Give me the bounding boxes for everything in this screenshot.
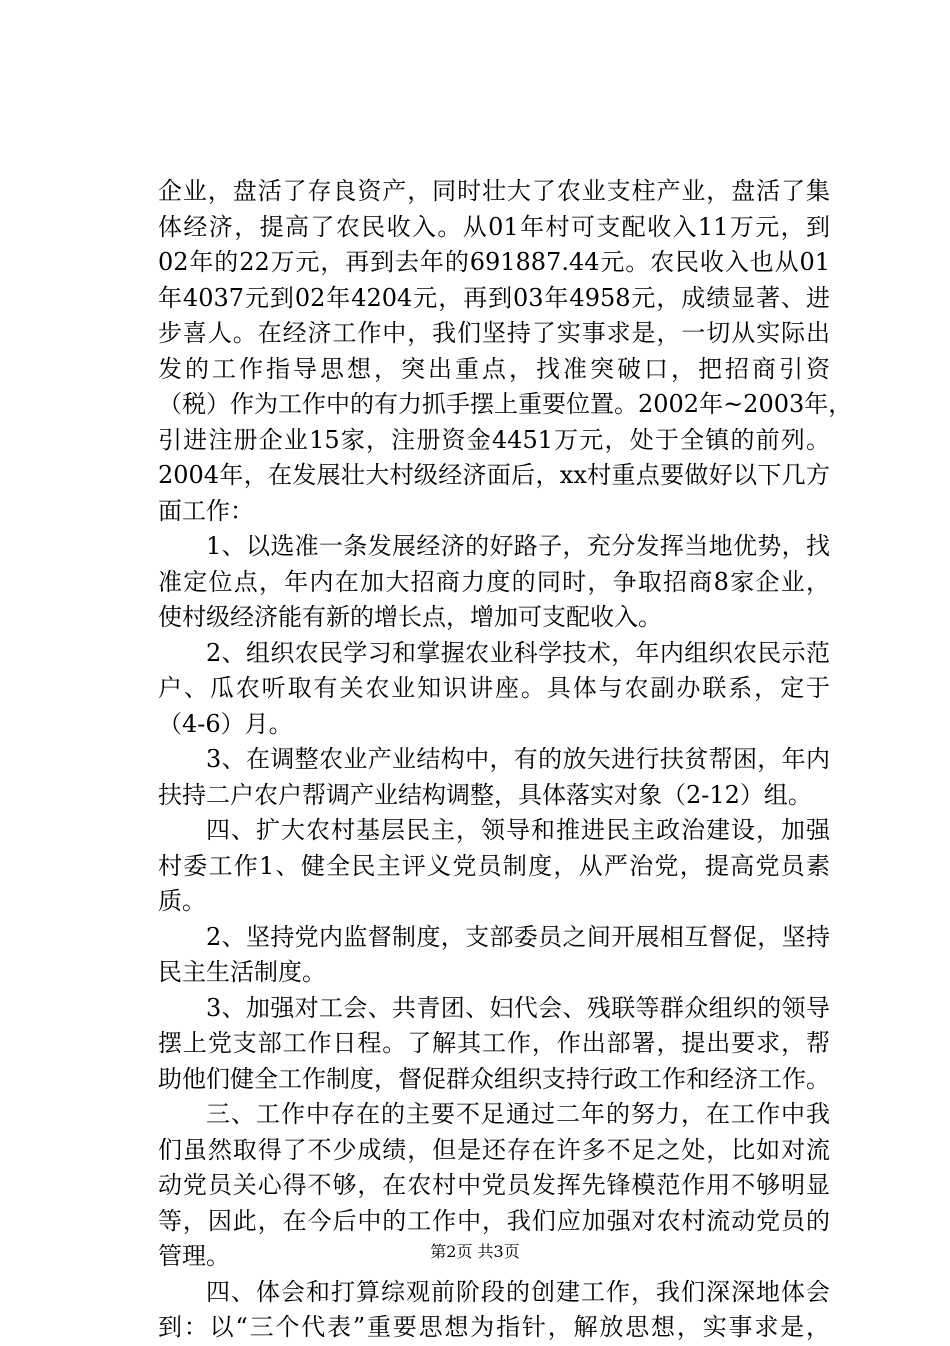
text-line: 2004年，在发展壮大村级经济面后，xx村重点要做好以下几方 (158, 461, 830, 489)
text-line: 动党员关心得不够，在农村中党员发挥先锋模范作用不够明显 (158, 1171, 830, 1199)
text-line: 准定位点，年内在加大招商力度的同时，争取招商8家企业， (158, 567, 830, 596)
text-line: 引进注册企业15家，注册资金4451万元，处于全镇的前列。 (158, 425, 830, 454)
text-line: 2、组织农民学习和掌握农业科学技术，年内组织农民示范 (206, 638, 830, 667)
text-line: 发的工作指导思想，突出重点，找准突破口，把招商引资 (158, 354, 830, 383)
text-line: 们虽然取得了不少成绩，但是还存在许多不足之处，比如对流 (158, 1135, 830, 1164)
text-line: 年4037元到02年4204元，再到03年4958元，成绩显著、进 (158, 283, 830, 312)
text-line: 使村级经济能有新的增长点，增加可支配收入。 (158, 603, 662, 631)
page-number-footer: 第2页 共3页 (430, 1242, 520, 1261)
document-body (158, 174, 853, 1346)
text-line: 三、工作中存在的主要不足通过二年的努力，在工作中我 (206, 1100, 830, 1128)
text-line: 管理。 (158, 1242, 230, 1270)
text-line: 四、体会和打算综观前阶段的创建工作，我们深深地体会 (206, 1277, 830, 1306)
text-line: 3、加强对工会、共青团、妇代会、残联等群众组织的领导 (206, 993, 830, 1022)
text-line: （税）作为工作中的有力抓手摆上重要位置。2002年~2003年， (158, 390, 853, 418)
text-line: 企业，盘活了存良资产，同时壮大了农业支柱产业，盘活了集 (158, 177, 830, 205)
text-line: 村委工作1、健全民主评义党员制度，从严治党，提高党员素 (158, 851, 830, 880)
text-line: 民主生活制度。 (158, 958, 326, 986)
text-line: 3、在调整农业产业结构中，有的放矢进行扶贫帮困，年内 (206, 745, 830, 773)
text-line: 体经济，提高了农民收入。从01年村可支配收入11万元，到 (158, 212, 830, 241)
text-line: 到：以“三个代表”重要思想为指针，解放思想，实事求是， (158, 1313, 830, 1341)
text-line: 四、扩大农村基层民主，领导和推进民主政治建设，加强 (206, 816, 830, 844)
text-line: 助他们健全工作制度，督促群众组织支持行政工作和经济工作。 (158, 1064, 830, 1093)
text-line: 质。 (158, 887, 206, 915)
text-line: 户、瓜农听取有关农业知识讲座。具体与农副办联系，定于 (158, 674, 830, 702)
text-line: 扶持二户农户帮调产业结构调整，具体落实对象（2-12）组。 (158, 780, 812, 809)
text-line: 等，因此，在今后中的工作中，我们应加强对农村流动党员的 (158, 1206, 830, 1235)
text-line: 2、坚持党内监督制度，支部委员之间开展相互督促，坚持 (206, 922, 830, 951)
text-line: 02年的22万元，再到去年的691887.44元。农民收入也从01 (158, 248, 830, 276)
text-line: 步喜人。在经济工作中，我们坚持了实事求是，一切从实际出 (158, 319, 830, 347)
text-line: 面工作： (158, 496, 254, 525)
text-line: 1、以选准一条发展经济的好路子，充分发挥当地优势，找 (206, 532, 830, 560)
text-line: （4-6）月。 (158, 709, 293, 738)
text-line: 摆上党支部工作日程。了解其工作，作出部署，提出要求，帮 (158, 1029, 830, 1057)
